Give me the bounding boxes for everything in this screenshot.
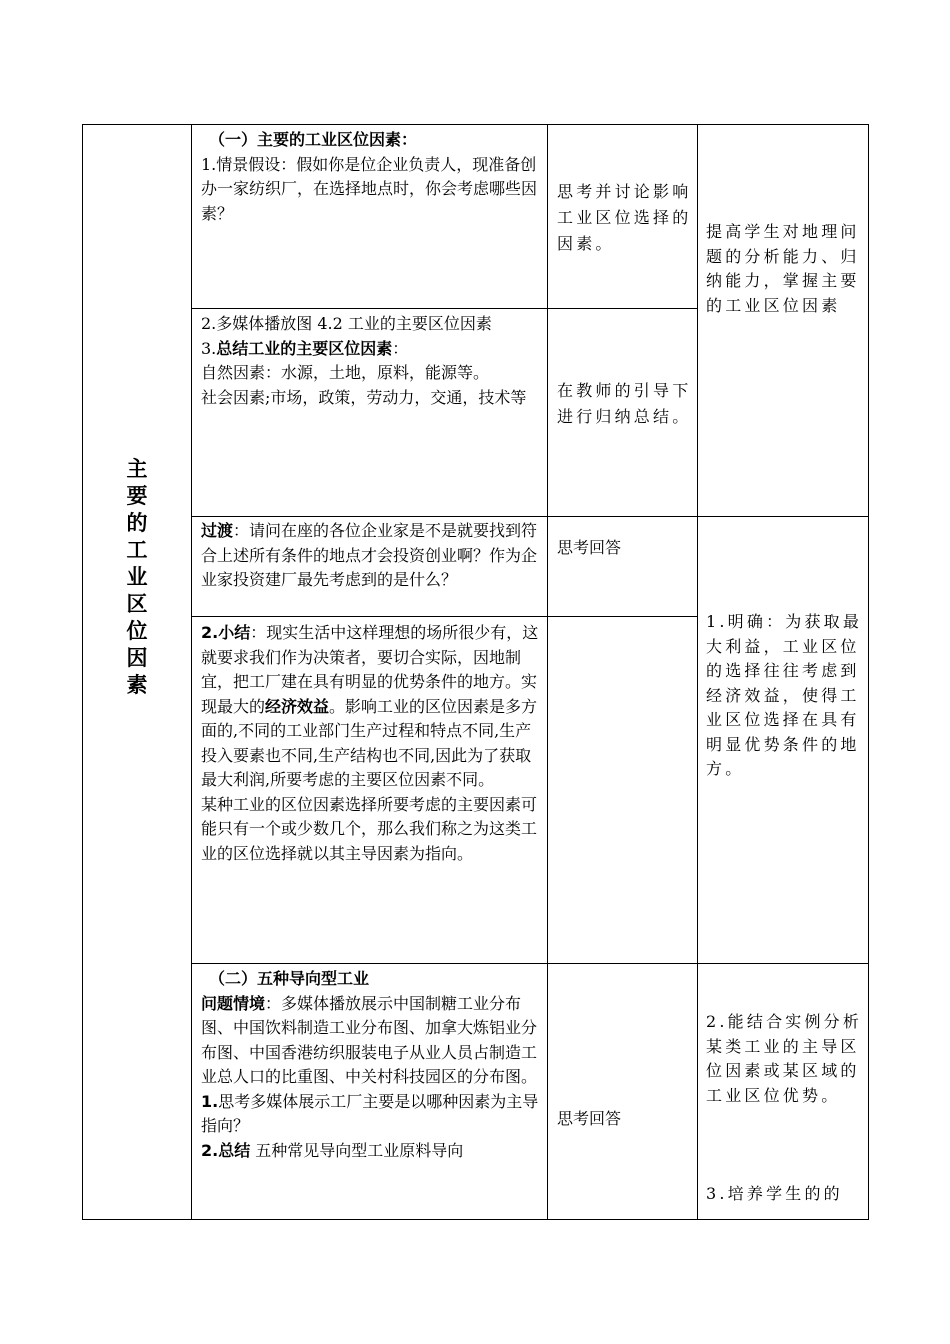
bold-text: 经济效益 xyxy=(265,696,330,716)
content-cell-1 xyxy=(201,128,544,226)
row-divider xyxy=(191,616,698,617)
bold-text: 2.总结 xyxy=(201,1140,251,1160)
section-label xyxy=(82,456,192,699)
content-cell-5 xyxy=(201,967,544,1163)
content-cell-2 xyxy=(201,312,544,410)
body-text: ： xyxy=(392,338,409,358)
content-paragraph xyxy=(201,386,544,411)
body-text: 2.多媒体播放图 4.2 工业的主要区位因素 xyxy=(201,314,492,333)
table-border-top xyxy=(82,124,869,125)
body-text: 某种工业的区位因素选择所要考虑的主要因素可能只有一个或少数几个，那么我们称之为这类工业的区位选择就以其主导因素为指向。 xyxy=(201,794,538,863)
content-cell-3 xyxy=(201,519,544,593)
body-text: ：现实生活中这样理想的场所很少有，这就要求我们作为决策者，要切合实际，因地制宜，把工厂建在具有明显的优势条件的地方。实现最大的 xyxy=(201,623,539,716)
section-label-char: 业 xyxy=(126,565,148,589)
bold-text: 问题情境 xyxy=(201,993,266,1013)
bold-text: （二）五种导向型工业 xyxy=(209,969,370,988)
section-label-char: 位 xyxy=(126,619,148,643)
student-activity-2: 在教师的引导下进行归纳总结。 xyxy=(557,381,692,426)
content-paragraph xyxy=(201,519,544,593)
column-divider-2 xyxy=(547,124,548,1220)
body-text: ：多媒体播放展示中国制糖工业分布图、中国饮料制造工业分布图、加拿大炼铝业分布图、中国香港纺织服装电子从业人员占制造工业总人口的比重图、中关村科技园区的分布图。 xyxy=(201,993,538,1086)
body-text: 五种常见导向型工业原料导向 xyxy=(250,1140,464,1160)
table-border-right xyxy=(868,124,869,1220)
row-divider xyxy=(191,963,869,964)
section-label-char: 主 xyxy=(126,457,148,481)
student-activity-1: 思考并讨论影响工业区位选择的因素。 xyxy=(557,182,692,253)
body-text: 社会因素;市场，政策，劳动力，交通，技术等 xyxy=(201,387,527,407)
goal-1: 提高学生对地理问题的分析能力、归纳能力，掌握主要的工业区位因素 xyxy=(706,222,860,315)
row-divider-content xyxy=(191,308,548,309)
section-label-char: 因 xyxy=(126,646,148,670)
bold-text: 总结工业的主要区位因素 xyxy=(216,338,393,358)
column-divider-3 xyxy=(697,124,698,1220)
body-text: 自然因素：水源，土地，原料，能源等。 xyxy=(201,363,490,382)
content-paragraph xyxy=(201,621,544,793)
body-text: 。影响工业的区位因素是多方面的,不同的工业部门生产过程和特点不同,生产投入要素也不同,生产结构也不同,因此为了获取最大利润,所要考虑的主要区位因素不同。 xyxy=(201,696,538,789)
goal-3: 2.能结合实例分析某类工业的主导区位因素或某区域的工业区位优势。 xyxy=(706,1012,863,1105)
section-label-char: 素 xyxy=(126,673,148,697)
bold-text: 过渡 xyxy=(201,521,234,540)
section-label-char: 的 xyxy=(126,511,148,535)
bold-text: （一）主要的工业区位因素： xyxy=(209,130,418,149)
content-cell-4 xyxy=(201,621,544,866)
row-divider-student xyxy=(547,308,698,309)
section-label-char: 工 xyxy=(126,538,148,562)
content-paragraph xyxy=(201,312,544,337)
content-paragraph xyxy=(201,128,544,153)
goal-4: 3.培养学生的的 xyxy=(706,1184,843,1203)
content-paragraph xyxy=(201,1090,544,1139)
row-divider xyxy=(191,516,869,517)
goal-2: 1.明确：为获取最大利益，工业区位的选择往往考虑到经济效益，使得工业区位选择在具有明显优势条件的地方。 xyxy=(706,612,863,778)
section-label-char: 区 xyxy=(126,592,148,616)
student-activity-3: 思考回答 xyxy=(557,538,622,557)
bold-text: 2.小结 xyxy=(201,623,251,642)
body-text: 3. xyxy=(201,338,217,358)
table-border-bottom xyxy=(82,1219,869,1220)
content-paragraph xyxy=(201,992,544,1090)
content-paragraph xyxy=(201,153,544,227)
content-paragraph xyxy=(201,793,544,867)
content-paragraph xyxy=(201,1139,544,1164)
body-text: 思考多媒体展示工厂主要是以哪种因素为主导指向？ xyxy=(201,1091,539,1135)
bold-text: 1. xyxy=(201,1091,219,1111)
body-text: ：请问在座的各位企业家是不是就要找到符合上述所有条件的地点才会投资创业啊？作为企业家投资建厂最先考虑到的是什么？ xyxy=(201,521,538,589)
student-activity-5: 思考回答 xyxy=(557,1109,622,1128)
content-paragraph xyxy=(201,361,544,386)
section-label-char: 要 xyxy=(126,484,148,508)
content-paragraph xyxy=(201,337,544,362)
body-text: 1.情景假设：假如你是位企业负责人，现准备创办一家纺织厂，在选择地点时，你会考虑哪些因素？ xyxy=(201,154,538,223)
content-paragraph xyxy=(201,967,544,992)
